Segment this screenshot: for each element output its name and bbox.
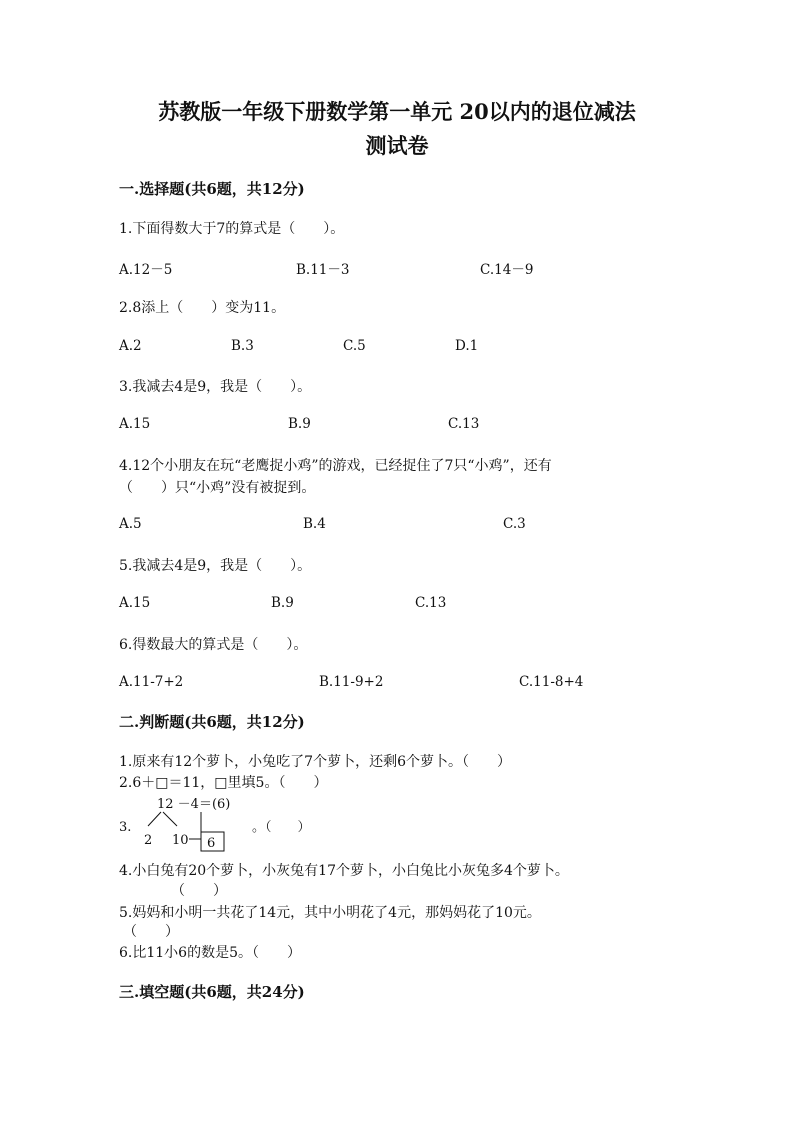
- choice-q6-stem: 6.得数最大的算式是（ ）。: [119, 637, 308, 653]
- split-line-right: [163, 812, 177, 826]
- choice-q1-option-b: B.11－3: [296, 262, 350, 278]
- choice-q6-option-b: B.11-9+2: [319, 674, 384, 690]
- choice-q3-stem: 3.我减去4是9，我是（ ）。: [119, 379, 312, 395]
- judge-item-5-answer: （ ）: [123, 924, 179, 940]
- choice-q1-option-a: A.12－5: [119, 262, 173, 278]
- judge-item-1: 1.原来有12个萝卜，小兔吃了7个萝卜，还剩6个萝卜。（ ）: [119, 754, 511, 770]
- judge-item-6: 6.比11小6的数是5。（ ）: [119, 945, 301, 961]
- judge-item-3-box-value: 6: [207, 836, 216, 851]
- section-heading-fill: 三.填空题(共6题，共24分): [119, 983, 305, 1001]
- choice-q3-option-c: C.13: [448, 416, 480, 432]
- choice-q3-option-a: A.15: [119, 416, 151, 432]
- choice-q1-stem: 1.下面得数大于7的算式是（ ）。: [119, 221, 345, 237]
- choice-q5-stem: 5.我减去4是9，我是（ ）。: [119, 558, 312, 574]
- judge-item-3-split-right: 10: [172, 833, 189, 848]
- judge-item-2: 2.6＋□＝11，□里填5。（ ）: [119, 775, 328, 791]
- choice-q3-option-b: B.9: [288, 416, 311, 432]
- page-title: 苏教版一年级下册数学第一单元 20以内的退位减法: [158, 99, 636, 124]
- section-heading-judge: 二.判断题(共6题，共12分): [119, 713, 305, 731]
- page-title-line2: 测试卷: [365, 133, 429, 158]
- choice-q4-stem: 4.12个小朋友在玩“老鹰捉小鸡”的游戏，已经捉住了7只“小鸡”，还有: [119, 458, 552, 474]
- choice-q2-stem: 2.8添上（ ）变为11。: [119, 300, 286, 316]
- choice-q6-option-c: C.11-8+4: [519, 674, 584, 690]
- judge-item-4-answer: （ ）: [171, 883, 227, 899]
- choice-q4-option-c: C.3: [503, 516, 526, 532]
- section-heading-choice: 一.选择题(共6题，共12分): [119, 180, 305, 198]
- split-line-left: [148, 812, 161, 826]
- choice-q1-option-c: C.14－9: [480, 262, 534, 278]
- choice-q5-option-a: A.15: [119, 595, 151, 611]
- judge-item-3-split-left: 2: [144, 833, 153, 848]
- judge-item-3-number: 3.: [119, 820, 132, 835]
- choice-q5-option-b: B.9: [271, 595, 294, 611]
- judge-item-3-diagram: [119, 792, 419, 854]
- judge-item-4: 4.小白兔有20个萝卜，小灰兔有17个萝卜，小白兔比小灰兔多4个萝卜。: [119, 863, 569, 879]
- judge-item-3-equation: 12 －4＝(6): [157, 797, 231, 812]
- choice-q2-option-a: A.2: [119, 338, 142, 354]
- judge-item-5: 5.妈妈和小明一共花了14元，其中小明花了4元，那妈妈花了10元。: [119, 905, 541, 921]
- choice-q2-option-c: C.5: [343, 338, 366, 354]
- choice-q4-option-b: B.4: [303, 516, 326, 532]
- choice-q6-option-a: A.11-7+2: [119, 674, 184, 690]
- choice-q4-option-a: A.5: [119, 516, 142, 532]
- choice-q4-stem-line2: （ ）只“小鸡”没有被捉到。: [119, 480, 316, 496]
- choice-q5-option-c: C.13: [415, 595, 447, 611]
- judge-item-3-tail: 。（ ）: [252, 820, 311, 835]
- choice-q2-option-b: B.3: [231, 338, 254, 354]
- choice-q2-option-d: D.1: [455, 338, 479, 354]
